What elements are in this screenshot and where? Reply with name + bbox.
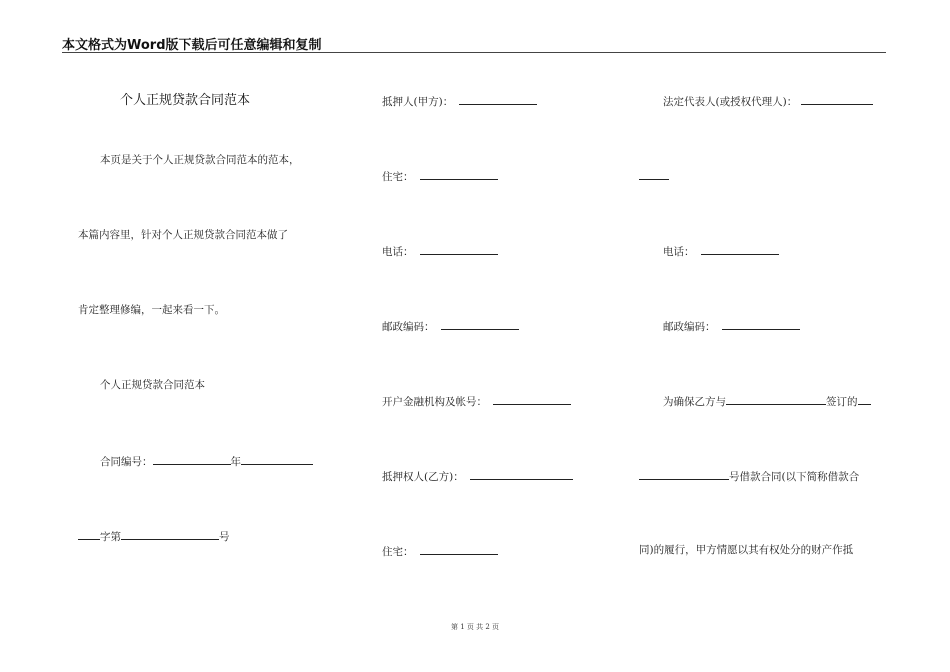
postcode-label-2: 邮政编码： [663,321,716,333]
hao-label: 号 [219,531,230,543]
performance-line: 同)的履行，甲方情愿以其有权处分的财产作抵 [639,544,854,556]
mortgagor-label: 抵押人(甲方)： [382,96,454,108]
residence-row-2 [382,543,498,559]
postcode-label-1: 邮政编码： [382,321,435,333]
phone-label-2: 电话： [663,246,695,258]
contract-number-row [100,453,313,469]
legal-rep-continuation [639,168,669,184]
header-divider [62,52,886,53]
ensure-party-blank[interactable] [726,393,826,405]
contract-number-label: 合同编号： [100,456,153,468]
mortgagee-row [382,468,573,484]
residence-row-1 [382,168,498,184]
residence-blank-2[interactable] [420,543,498,555]
postcode-row-2 [663,318,800,334]
mortgagee-blank[interactable] [470,468,573,480]
zi-prefix-blank[interactable] [78,528,100,540]
legal-rep-blank-continued[interactable] [639,168,669,180]
year-blank[interactable] [241,453,313,465]
loan-contract-label: 号借款合同(以下简称借款合 [729,471,860,483]
document-title: 个人正规贷款合同范本 [120,93,251,108]
year-label: 年 [230,456,241,468]
postcode-blank-1[interactable] [441,318,519,330]
serial-blank[interactable] [121,528,219,540]
residence-label-1: 住宅： [382,171,414,183]
residence-blank-1[interactable] [420,168,498,180]
document-header [62,34,886,52]
phone-blank-1[interactable] [420,243,498,255]
bank-account-label: 开户金融机构及帐号： [382,396,487,408]
intro-paragraph-line-1: 本页是关于个人正规贷款合同范本的范本， [100,154,300,166]
ensure-label-b: 签订的 [826,396,858,408]
residence-label-2: 住宅： [382,546,414,558]
ensure-trailing-blank[interactable] [858,393,871,405]
postcode-blank-2[interactable] [722,318,800,330]
phone-blank-2[interactable] [701,243,779,255]
legal-rep-blank[interactable] [801,93,873,105]
mortgagor-row [382,93,537,109]
phone-row-1 [382,243,498,259]
legal-rep-row [663,93,873,109]
ensure-row [663,393,871,409]
zi-label: 字第 [100,531,121,543]
loan-contract-number-blank[interactable] [639,468,729,480]
phone-label-1: 电话： [382,246,414,258]
mortgagee-label: 抵押权人(乙方)： [382,471,464,483]
intro-paragraph-line-3: 肯定整理修编，一起来看一下。 [78,304,225,316]
loan-contract-row [639,468,859,484]
intro-paragraph-line-2: 本篇内容里，针对个人正规贷款合同范本做了 [78,229,288,241]
bank-account-row [382,393,571,409]
bank-account-blank[interactable] [493,393,571,405]
contract-subtitle: 个人正规贷款合同范本 [100,379,205,391]
page-number: 第 1 页 共 2 页 [450,623,500,631]
contract-number-blank[interactable] [153,453,231,465]
phone-row-2 [663,243,779,259]
header-text: 本文格式为Word版下载后可任意编辑和复制 [62,38,322,53]
mortgagor-blank[interactable] [459,93,537,105]
legal-rep-label: 法定代表人(或授权代理人)： [663,96,798,108]
postcode-row-1 [382,318,519,334]
page-footer [0,622,950,632]
ensure-label-a: 为确保乙方与 [663,396,726,408]
contract-serial-row [78,528,230,544]
